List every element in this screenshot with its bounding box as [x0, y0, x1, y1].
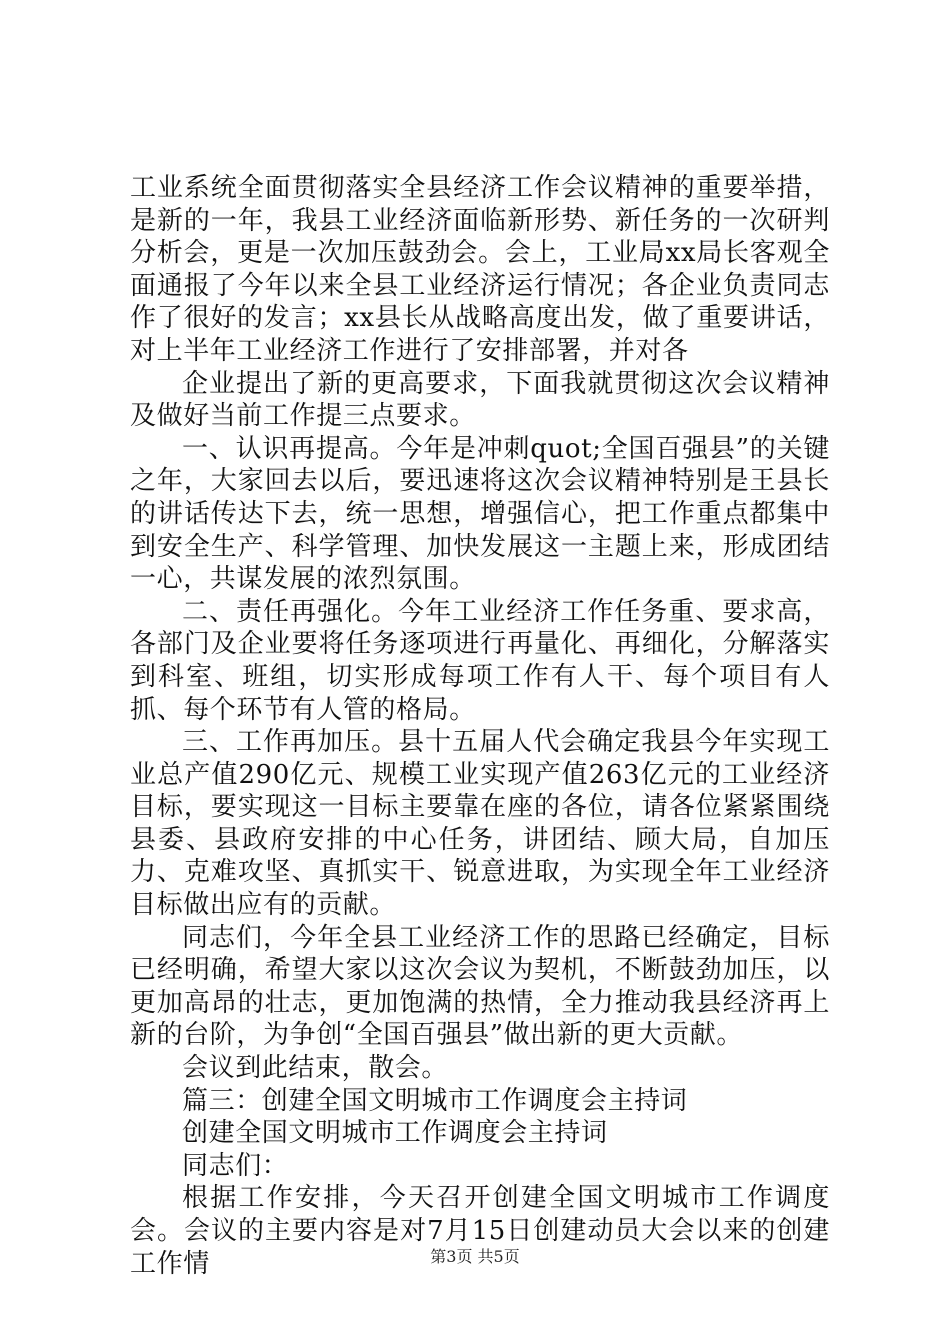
salutation: 同志们：	[182, 1150, 289, 1181]
paragraph-2: 企业提出了新的更高要求，下面我就贯彻这次会议精神及做好当前工作提三点要求。	[130, 368, 830, 432]
section-heading: 篇三：创建全国文明城市工作调度会主持词	[182, 1085, 688, 1116]
paragraph-3: 一、认识再提高。今年是冲刺quot;全国百强县”的关键之年，大家回去以后，要迅速将这次会议精神特别是王县长的讲话传达下去，统一思想，增强信心，把工作重点都集中到安全生产、科学管理、加快发展这一主题上来，形成团结一心，共谋发展的浓烈氛围。	[130, 433, 830, 595]
paragraph-7: 会议到此结束，散会。	[182, 1053, 449, 1084]
paragraph-5: 三、工作再加压。县十五届人代会确定我县今年实现工业总产值290亿元、规模工业实现产值263亿元的工业经济目标，要实现这一目标主要靠在座的各位，请各位紧紧围绕县委、县政府安排的中心任务，讲团结、顾大局，自加压力、克难攻坚、真抓实干、锐意进取，为实现全年工业经济目标做出应有的贡献。	[130, 727, 830, 921]
page-footer: 第3页 共5页	[430, 1247, 520, 1266]
paragraph-1: 工业系统全面贯彻落实全县经济工作会议精神的重要举措，是新的一年，我县工业经济面临新形势、新任务的一次研判分析会，更是一次加压鼓劲会。会上，工业局xx局长客观全面通报了今年以来全县工业经济运行情况；各企业负责同志作了很好的发言；xx县长从战略高度出发，做了重要讲话，对上半年工业经济工作进行了安排部署，并对各	[130, 173, 830, 366]
document-body	[130, 172, 830, 1280]
paragraph-4: 二、责任再强化。今年工业经济工作任务重、要求高，各部门及企业要将任务逐项进行再量化、再细化，分解落实到科室、班组，切实形成每项工作有人干、每个项目有人抓、每个环节有人管的格局。	[130, 596, 830, 725]
paragraph-6: 同志们，今年全县工业经济工作的思路已经确定，目标已经明确，希望大家以这次会议为契机，不断鼓劲加压，以更加高昂的壮志，更加饱满的热情，全力推动我县经济再上新的台阶，为争创“全国百强县”做出新的更大贡献。	[130, 922, 830, 1051]
section-subtitle: 创建全国文明城市工作调度会主持词	[182, 1118, 608, 1149]
paragraph-11: 根据工作安排，今天召开创建全国文明城市工作调度会。会议的主要内容是对7月15日创建动员大会以来的创建工作情	[130, 1183, 830, 1279]
